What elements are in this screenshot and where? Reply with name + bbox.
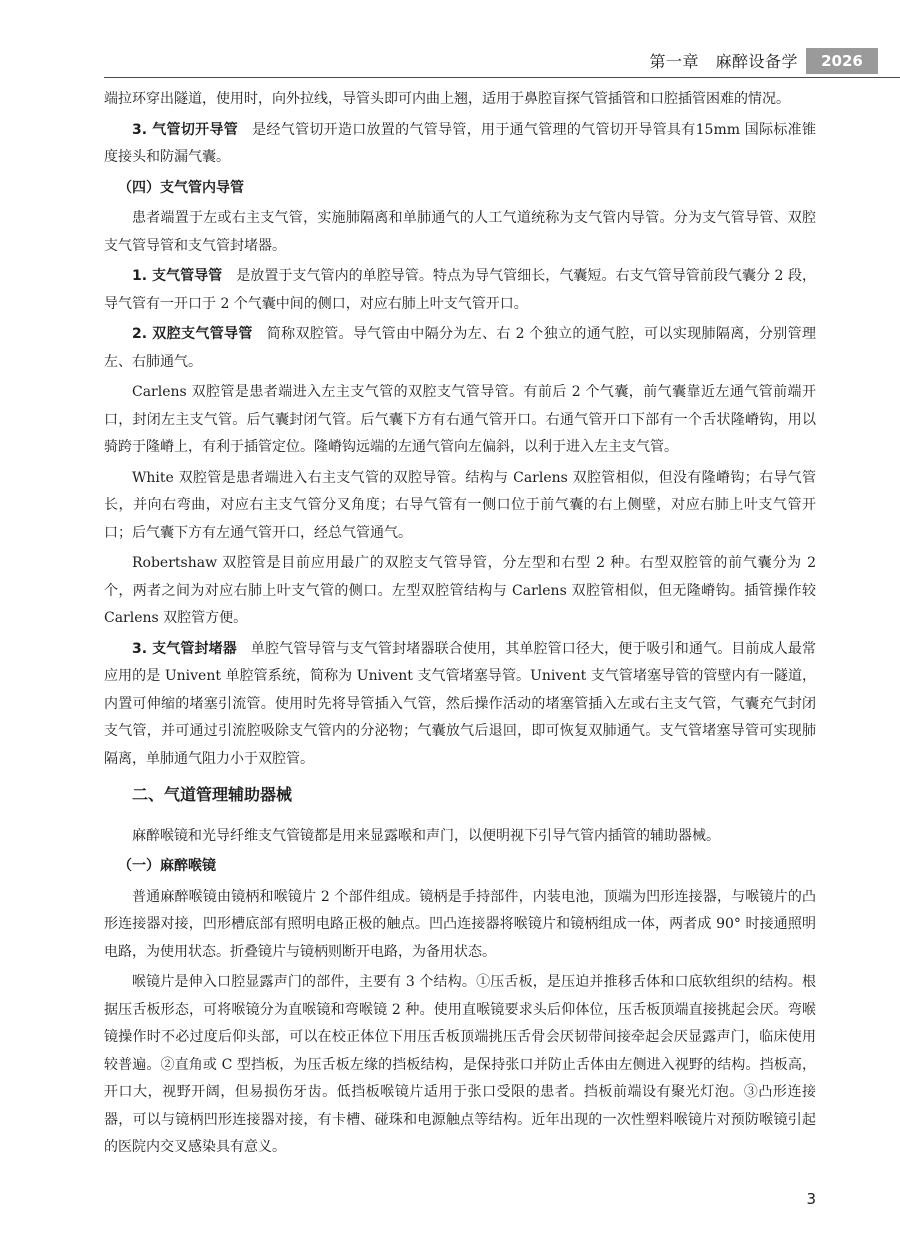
- paragraph-airway-devices-intro: 麻醉喉镜和光导纤维支气管镜都是用来显露喉和声门，以便明视下引导气管内插管的辅助器械。: [132, 827, 720, 844]
- paragraph-text: 是放置于支气管内的单腔导管。特点为导气管细长，气囊短。右支气管导管前段气囊分 2 段，导气管有一开口于 2 个气囊中间的侧口，对应右肺上叶支气管开口。: [104, 268, 817, 312]
- term-bronchial-blocker: 3. 支气管封堵器: [132, 640, 237, 657]
- paragraph-double-lumen: [104, 321, 816, 376]
- term-tracheostomy-tube: 3. 气管切开导管: [132, 121, 239, 138]
- year-badge: 2026: [806, 48, 878, 74]
- paragraph-text: 是经气管切开造口放置的气管导管，用于通气管理的气管切开导管具有15mm 国际标准锥度接头和防漏气囊。: [104, 121, 816, 165]
- term-double-lumen: 2. 双腔支气管导管: [132, 326, 253, 342]
- paragraph-carlens: Carlens 双腔管是患者端进入左主支气管的双腔支气管导管。有前后 2 个气囊，前气囊靠近左通气管前端开口，封闭左主支气管。后气囊封闭气管。后气囊下方有右通气管开口。右通气管开口下部有一个舌状隆嵴钩，用以骑跨于隆嵴上，有利于插管定位。隆嵴钩远端的左通气管向左偏斜，以利于进入左主支气管。: [104, 384, 816, 455]
- paragraph-robertshaw: Robertshaw 双腔管是目前应用最广的双腔支气管导管，分左型和右型 2 种。右型双腔管的前气囊分为 2 个，两者之间为对应右肺上叶支气管的侧口。左型双腔管结构与 Carlens 双腔管相似，但无隆嵴钩。插管操作较 Carlens 双腔管方便。: [104, 555, 816, 626]
- chapter-title: 第一章 麻醉设备学: [649, 52, 798, 71]
- header-rule: [104, 77, 900, 78]
- paragraph-tracheostomy-tube: [104, 117, 816, 172]
- paragraph-laryngoscope-parts: 普通麻醉喉镜由镜柄和喉镜片 2 个部件组成。镜柄是手持部件，内装电池，顶端为凹形连接器，与喉镜片的凸形连接器对接，凹形槽底部有照明电路正极的触点。凹凸连接器将喉镜片和镜柄组成一体，两者成 90° 时接通照明电路，为使用状态。折叠镜片与镜柄则断开电路，为备用状态。: [104, 888, 816, 960]
- paragraph-bronchial-tube: [104, 263, 816, 318]
- heading-endobronchial-tube: （四）支气管内导管: [118, 179, 244, 196]
- paragraph-continued: 端拉环穿出隧道，使用时，向外拉线，导管头即可内曲上翘，适用于鼻腔盲探气管插管和口腔插管困难的情况。: [104, 91, 790, 107]
- paragraph-text: 简称双腔管。导气管由中隔分为左、右 2 个独立的通气腔，可以实现肺隔离，分别管理左、右肺通气。: [104, 326, 816, 370]
- section-heading-airway-devices: 二、气道管理辅助器械: [132, 785, 293, 804]
- term-bronchial-tube: 1. 支气管导管: [132, 268, 223, 284]
- paragraph-endobronchial-intro: 患者端置于左或右主支气管，实施肺隔离和单肺通气的人工气道统称为支气管内导管。分为支气管导管、双腔支气管导管和支气管封堵器。: [104, 210, 816, 254]
- page-number: 3: [806, 1190, 816, 1208]
- paragraph-text: 单腔气管导管与支气管封堵器联合使用，其单腔管口径大，便于吸引和通气。目前成人最常应用的是 Univent 单腔管系统，简称为 Univent 支气管堵塞导管。Univent 支气管堵塞导管的管壁内有一隧道，内置可伸缩的堵塞引流管。使用时先将导管插入气管，然后操作活动的堵塞管插入左或右主支气管，气囊充气封闭支气管，并可通过引流腔吸除支气管内的分泌物；气囊放气后退回，即可恢复双肺通气。支气管堵塞导管可实现肺隔离，单肺通气阻力小于双腔管。: [104, 640, 816, 767]
- paragraph-laryngoscope-blade: 喉镜片是伸入口腔显露声门的部件，主要有 3 个结构。①压舌板，是压迫并推移舌体和口底软组织的结构。根据压舌板形态，可将喉镜分为直喉镜和弯喉镜 2 种。使用直喉镜要求头后仰体位，压舌板顶端直接挑起会厌。弯喉镜操作时不必过度后仰头部，可以在校正体位下用压舌板顶端挑压舌骨会厌韧带间接牵起会厌显露声门，临床使用较普遍。②直角或 C 型挡板，为压舌板左缘的挡板结构，是保持张口并防止舌体由左侧进入视野的结构。挡板高，开口大，视野开阔，但易损伤牙齿。低挡板喉镜片适用于张口受限的患者。挡板前端设有聚光灯泡。③凸形连接器，可以与镜柄凹形连接器对接，有卡槽、碰珠和电源触点等结构。近年出现的一次性塑料喉镜片对预防喉镜引起的医院内交叉感染具有意义。: [104, 974, 816, 1155]
- page-body: [104, 86, 816, 1165]
- paragraph-bronchial-blocker: [104, 636, 816, 774]
- paragraph-white: White 双腔管是患者端进入右主支气管的双腔导管。结构与 Carlens 双腔管相似，但没有隆嵴钩；右导气管长，并向右弯曲，对应右主支气管分叉角度；右导气管有一侧口位于前气囊的右上侧壁，对应右肺上叶支气管开口；后气囊下方有左通气管开口，经总气管通气。: [104, 469, 816, 541]
- heading-laryngoscope: （一）麻醉喉镜: [118, 858, 216, 874]
